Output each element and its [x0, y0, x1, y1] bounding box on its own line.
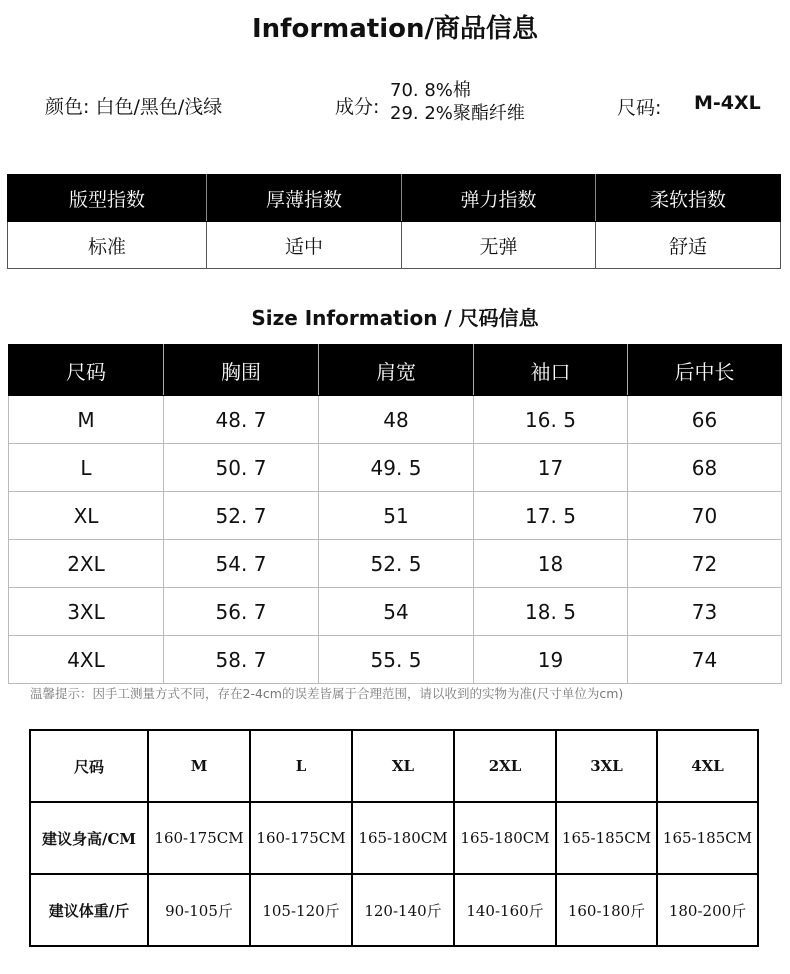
header-fit-index: 版型指数 [8, 175, 207, 222]
header-size-xl: XL [352, 730, 454, 802]
header-softness-index: 柔软指数 [596, 175, 781, 222]
size-table-header [9, 345, 782, 396]
cuff-cell: 18 [474, 540, 628, 588]
weight-cell: 140-160斤 [454, 874, 556, 946]
chest-cell: 50. 7 [164, 444, 319, 492]
table-row [9, 492, 782, 540]
chest-cell: 48. 7 [164, 396, 319, 444]
index-table-values [8, 222, 781, 269]
height-label: 建议身高/CM [30, 802, 148, 874]
softness-value: 舒适 [596, 222, 781, 269]
chest-cell: 56. 7 [164, 588, 319, 636]
length-cell: 70 [628, 492, 782, 540]
shoulder-cell: 51 [319, 492, 474, 540]
weight-cell: 90-105斤 [148, 874, 250, 946]
table-row [9, 588, 782, 636]
shoulder-cell: 49. 5 [319, 444, 474, 492]
composition-line-2: 29. 2%聚酯纤维 [390, 103, 525, 124]
height-cell: 165-185CM [556, 802, 657, 874]
header-size: 尺码 [9, 345, 164, 396]
cuff-cell: 16. 5 [474, 396, 628, 444]
height-cell: 160-175CM [250, 802, 352, 874]
table-row [9, 444, 782, 492]
height-cell: 165-185CM [657, 802, 758, 874]
length-cell: 73 [628, 588, 782, 636]
height-row [30, 802, 758, 874]
cuff-cell: 18. 5 [474, 588, 628, 636]
size-cell: M [9, 396, 164, 444]
thickness-value: 适中 [207, 222, 402, 269]
index-table [7, 174, 781, 269]
length-cell: 74 [628, 636, 782, 684]
elasticity-value: 无弹 [402, 222, 596, 269]
cuff-cell: 17 [474, 444, 628, 492]
measurement-note: 温馨提示：因手工测量方式不同，存在2-4cm的误差皆属于合理范围，请以收到的实物为准(尺寸单位为cm) [30, 686, 624, 701]
header-size: 尺码 [30, 730, 148, 802]
recommendation-header [30, 730, 758, 802]
size-table [8, 344, 782, 684]
size-range: M-4XL [694, 92, 761, 114]
size-cell: 4XL [9, 636, 164, 684]
size-cell: L [9, 444, 164, 492]
height-cell: 165-180CM [352, 802, 454, 874]
header-size-m: M [148, 730, 250, 802]
size-cell: 3XL [9, 588, 164, 636]
header-chest: 胸围 [164, 345, 319, 396]
recommendation-table [29, 729, 759, 947]
shoulder-cell: 52. 5 [319, 540, 474, 588]
shoulder-cell: 55. 5 [319, 636, 474, 684]
header-shoulder: 肩宽 [319, 345, 474, 396]
header-length: 后中长 [628, 345, 782, 396]
weight-cell: 160-180斤 [556, 874, 657, 946]
table-row [9, 396, 782, 444]
chest-cell: 54. 7 [164, 540, 319, 588]
index-table-header [8, 175, 781, 222]
height-cell: 165-180CM [454, 802, 556, 874]
composition-label: 成分: [335, 96, 380, 118]
header-size-2xl: 2XL [454, 730, 556, 802]
weight-cell: 105-120斤 [250, 874, 352, 946]
header-thickness-index: 厚薄指数 [207, 175, 402, 222]
chest-cell: 58. 7 [164, 636, 319, 684]
composition-line-1: 70. 8%棉 [390, 80, 471, 101]
length-cell: 72 [628, 540, 782, 588]
header-size-3xl: 3XL [556, 730, 657, 802]
header-cuff: 袖口 [474, 345, 628, 396]
table-row [9, 636, 782, 684]
shoulder-cell: 48 [319, 396, 474, 444]
weight-row [30, 874, 758, 946]
weight-cell: 120-140斤 [352, 874, 454, 946]
size-section-title: Size Information / 尺码信息 [251, 306, 539, 330]
fit-value: 标准 [8, 222, 207, 269]
length-cell: 66 [628, 396, 782, 444]
table-row [9, 540, 782, 588]
cuff-cell: 19 [474, 636, 628, 684]
chest-cell: 52. 7 [164, 492, 319, 540]
size-cell: XL [9, 492, 164, 540]
size-label: 尺码: [617, 97, 662, 119]
size-cell: 2XL [9, 540, 164, 588]
weight-label: 建议体重/斤 [30, 874, 148, 946]
length-cell: 68 [628, 444, 782, 492]
color-info: 颜色: 白色/黑色/浅绿 [45, 96, 223, 118]
height-cell: 160-175CM [148, 802, 250, 874]
page-title: Information/商品信息 [251, 14, 539, 44]
weight-cell: 180-200斤 [657, 874, 758, 946]
header-size-4xl: 4XL [657, 730, 758, 802]
header-size-l: L [250, 730, 352, 802]
cuff-cell: 17. 5 [474, 492, 628, 540]
shoulder-cell: 54 [319, 588, 474, 636]
header-elasticity-index: 弹力指数 [402, 175, 596, 222]
